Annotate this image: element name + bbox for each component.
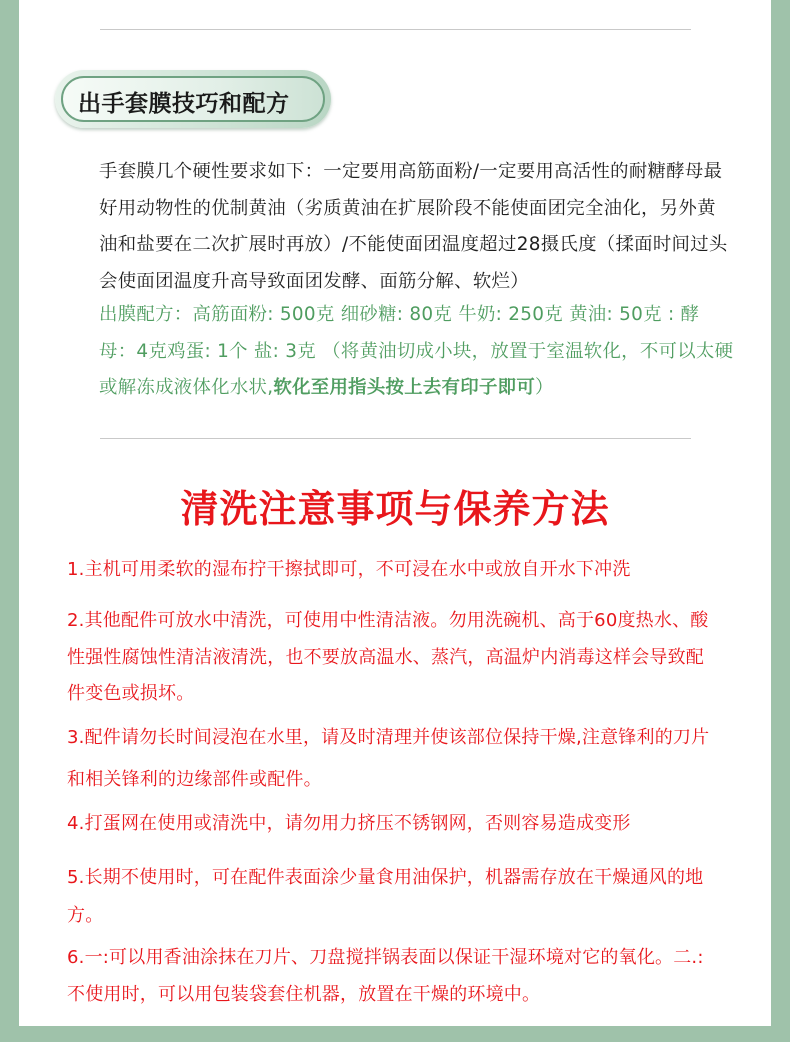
care-item-2: 2.其他配件可放水中清洗，可使用中性清洁液。勿用洗碗机、高于60度热水、酸性强性腐蚀性清洁液清洗，也不要放高温水、蒸汽，高温炉内消毒这样会导致配件变色或损坏。 [67,610,709,704]
recipe-paragraph [59,297,734,407]
recipe-text: 出膜配方：高筋面粉: 500克 细砂糖: 80克 牛奶: 250克 黄油: 50克 : 酵母：4克鸡蛋: 1个 盐: 3克 （将黄油切成小块，放置于室温软化，不可以太硬或解冻成液体化水状, [99,304,734,398]
care-item-1: 1.主机可用柔软的湿布拧干擦拭即可，不可浸在水中或放自开水下冲洗 [67,559,631,580]
cleaning-title: 清洗注意事项与保养方法 [180,487,610,531]
top-divider [100,29,691,30]
section-heading-badge [55,70,331,128]
requirements-paragraph: 手套膜几个硬性要求如下：一定要用高筋面粉/一定要用高活性的耐糖酵母最好用动物性的优制黄油（劣质黄油在扩展阶段不能使面团完全油化，另外黄油和盐要在二次扩展时再放）/不能使面团温度超过28摄氏度（揉面时间过头会使面团温度升高导致面团发酵、面筋分解、软烂） [99,161,728,292]
care-item-4: 4.打蛋网在使用或清洗中，请勿用力挤压不锈钢网，否则容易造成变形 [67,813,631,834]
recipe-end: ） [535,377,554,398]
recipe-emphasis: 软化至用指头按上去有印子即可 [273,377,536,398]
care-item-6: 6.一:可以用香油涂抹在刀片、刀盘搅拌锅表面以保证干湿环境对它的氧化。二.:不使用时，可以用包装袋套住机器，放置在干燥的环境中。 [67,947,704,1005]
middle-divider [100,438,691,439]
care-item-5: 5.长期不使用时，可在配件表面涂少量食用油保护，机器需存放在干燥通风的地方。 [67,867,704,926]
care-item-3: 3.配件请勿长时间浸泡在水里，请及时清理并使该部位保持干燥,注意锋利的刀片和相关锋利的边缘部件或配件。 [67,727,710,790]
section-heading: 出手套膜技巧和配方 [78,91,290,117]
